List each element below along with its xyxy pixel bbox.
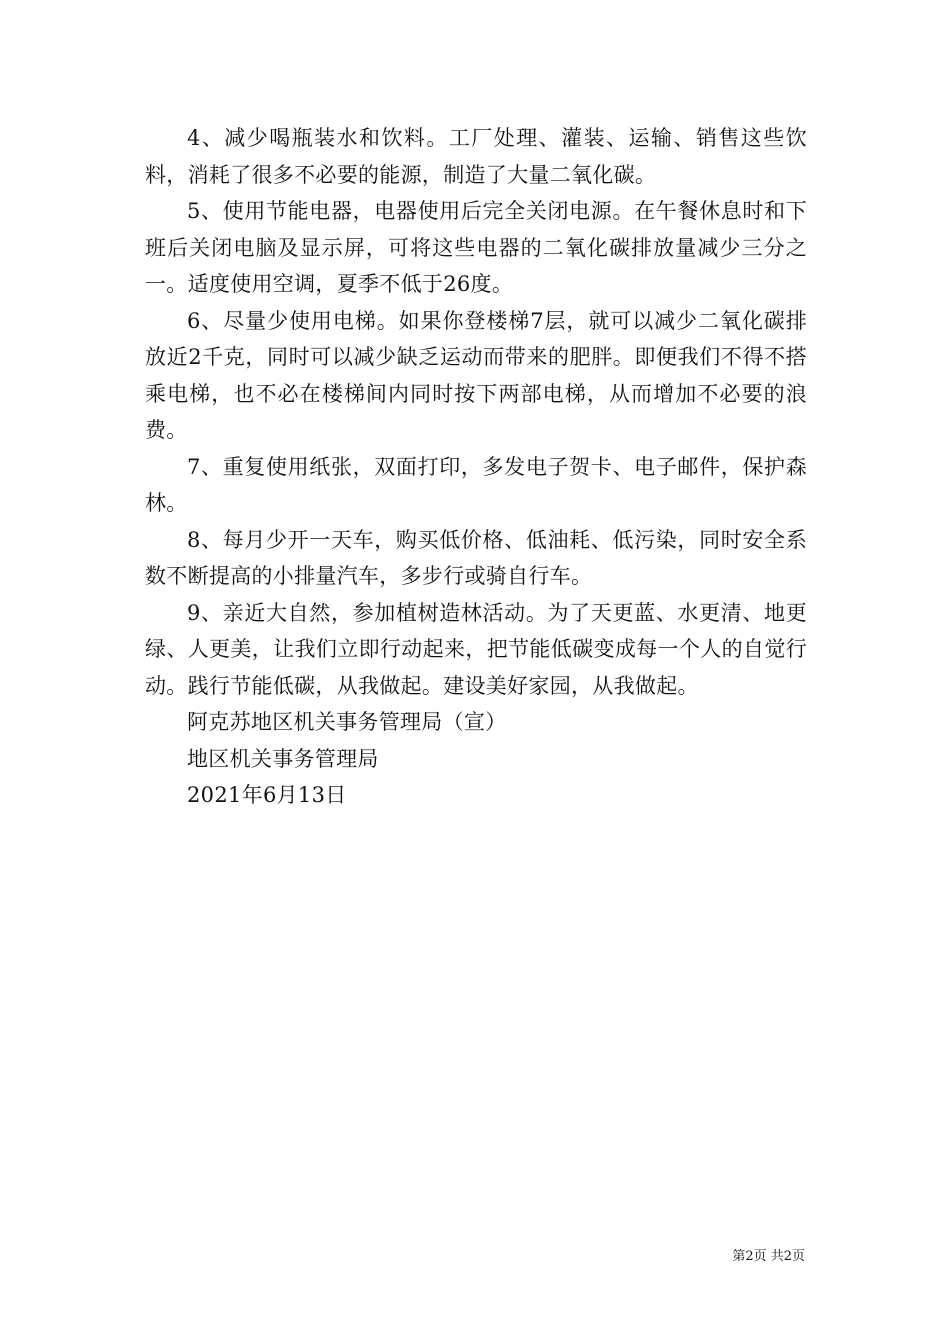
page-number-footer: 第2页 共2页 (732, 1249, 805, 1264)
paragraph-item-6: 6、尽量少使用电梯。如果你登楼梯7层，就可以减少二氧化碳排放近2千克，同时可以减少缺乏运动而带来的肥胖。即便我们不得不搭乘电梯，也不必在楼梯间内同时按下两部电梯，从而增加不必要的浪费。 (145, 308, 807, 442)
document-body (145, 120, 807, 814)
paragraph-item-5: 5、使用节能电器，电器使用后完全关闭电源。在午餐休息时和下班后关闭电脑及显示屏，可将这些电器的二氧化碳排放量减少三分之一。适度使用空调，夏季不低于26度。 (145, 199, 807, 296)
issuer-line: 阿克苏地区机关事务管理局（宣） (187, 710, 507, 734)
paragraph-item-8: 8、每月少开一天车，购买低价格、低油耗、低污染，同时安全系数不断提高的小排量汽车，多步行或骑自行车。 (145, 527, 807, 588)
date-line: 2021年6月13日 (187, 783, 347, 807)
paragraph-item-7: 7、重复使用纸张，双面打印，多发电子贺卡、电子邮件，保护森林。 (145, 454, 807, 515)
issuer-short-line: 地区机关事务管理局 (187, 746, 379, 771)
paragraph-item-4: 4、减少喝瓶装水和饮料。工厂处理、灌装、运输、销售这些饮料，消耗了很多不必要的能源，制造了大量二氧化碳。 (145, 126, 807, 187)
paragraph-item-9: 9、亲近大自然，参加植树造林活动。为了天更蓝、水更清、地更绿、人更美，让我们立即行动起来，把节能低碳变成每一个人的自觉行动。践行节能低碳，从我做起。建设美好家园，从我做起。 (145, 600, 807, 698)
